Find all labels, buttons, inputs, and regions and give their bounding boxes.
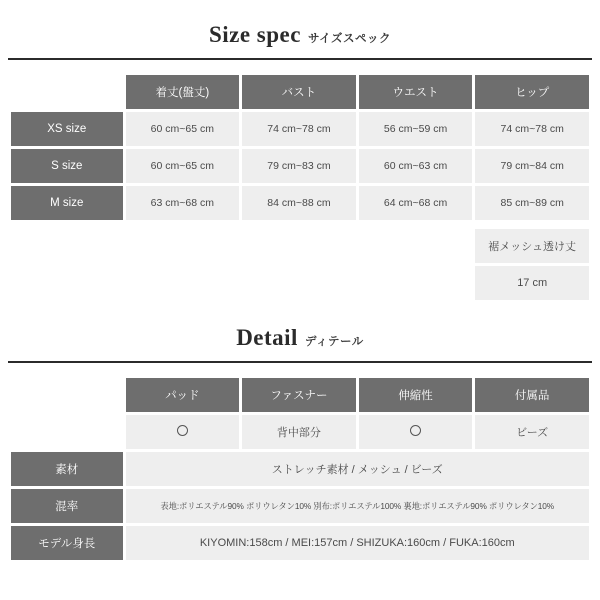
cell-m-2: 64 cm~68 cm <box>359 186 473 220</box>
detail-value-pad <box>126 415 240 449</box>
row-label-m: M size <box>11 186 123 220</box>
table-row-header <box>11 75 589 109</box>
detail-table <box>8 375 592 563</box>
row-label-model-height: モデル身長 <box>11 526 123 560</box>
table-row <box>11 526 589 560</box>
table-row <box>11 415 589 449</box>
circle-icon <box>177 425 188 436</box>
detail-column-header-2: 伸縮性 <box>359 378 473 412</box>
cell-s-3: 79 cm~84 cm <box>475 149 589 183</box>
size-spec-table-wrap <box>0 60 600 303</box>
cell-s-1: 79 cm~83 cm <box>242 149 356 183</box>
row-value-material: ストレッチ素材 / メッシュ / ビーズ <box>126 452 589 486</box>
column-header-2: ウエスト <box>359 75 473 109</box>
spacer-cell <box>242 229 356 263</box>
detail-value-stretch <box>359 415 473 449</box>
mesh-length-header: 裾メッシュ透け丈 <box>475 229 589 263</box>
detail-column-header-0: パッド <box>126 378 240 412</box>
cell-m-1: 84 cm~88 cm <box>242 186 356 220</box>
cell-s-2: 60 cm~63 cm <box>359 149 473 183</box>
detail-title-en: Detail <box>236 325 298 350</box>
spacer-cell <box>11 229 123 263</box>
cell-m-0: 63 cm~68 cm <box>126 186 240 220</box>
corner-cell <box>11 75 123 109</box>
mesh-length-value: 17 cm <box>475 266 589 300</box>
table-row <box>11 229 589 263</box>
row-label-material: 素材 <box>11 452 123 486</box>
cell-xs-1: 74 cm~78 cm <box>242 112 356 146</box>
cell-m-3: 85 cm~89 cm <box>475 186 589 220</box>
row-label-s: S size <box>11 149 123 183</box>
detail-value-zipper: 背中部分 <box>242 415 356 449</box>
cell-xs-2: 56 cm~59 cm <box>359 112 473 146</box>
table-row <box>11 186 589 220</box>
column-header-3: ヒップ <box>475 75 589 109</box>
corner-cell <box>11 378 123 412</box>
table-row <box>11 266 589 300</box>
row-label-blend: 混率 <box>11 489 123 523</box>
detail-title-jp: ディテール <box>304 336 364 348</box>
table-row <box>11 112 589 146</box>
size-spec-title-en: Size spec <box>208 22 301 47</box>
table-row <box>11 489 589 523</box>
size-spec-title-jp: サイズスペック <box>307 33 392 45</box>
cell-s-0: 60 cm~65 cm <box>126 149 240 183</box>
detail-column-header-3: 付属品 <box>475 378 589 412</box>
detail-value-accessory: ビーズ <box>475 415 589 449</box>
spacer-cell <box>126 229 240 263</box>
row-value-model-height: KIYOMIN:158cm / MEI:157cm / SHIZUKA:160cm / FUKA:160cm <box>126 526 589 560</box>
column-header-0: 着丈(盤丈) <box>126 75 240 109</box>
circle-icon <box>410 425 421 436</box>
spacer-cell <box>11 415 123 449</box>
table-row-header <box>11 378 589 412</box>
spacer-cell <box>126 266 240 300</box>
spacer-cell <box>359 266 473 300</box>
detail-table-wrap <box>0 363 600 563</box>
column-header-1: バスト <box>242 75 356 109</box>
detail-column-header-1: ファスナー <box>242 378 356 412</box>
row-value-blend: 表地:ポリエステル90% ポリウレタン10% 別布:ポリエステル100% 裏地:ポリエステル90% ポリウレタン10% <box>126 489 589 523</box>
cell-xs-0: 60 cm~65 cm <box>126 112 240 146</box>
table-row <box>11 452 589 486</box>
table-row <box>11 149 589 183</box>
detail-heading <box>0 303 600 361</box>
cell-xs-3: 74 cm~78 cm <box>475 112 589 146</box>
spacer-cell <box>242 266 356 300</box>
spacer-cell <box>11 266 123 300</box>
mesh-length-table <box>8 226 592 303</box>
size-spec-heading <box>0 0 600 58</box>
size-spec-table <box>8 72 592 223</box>
spacer-cell <box>359 229 473 263</box>
row-label-xs: XS size <box>11 112 123 146</box>
